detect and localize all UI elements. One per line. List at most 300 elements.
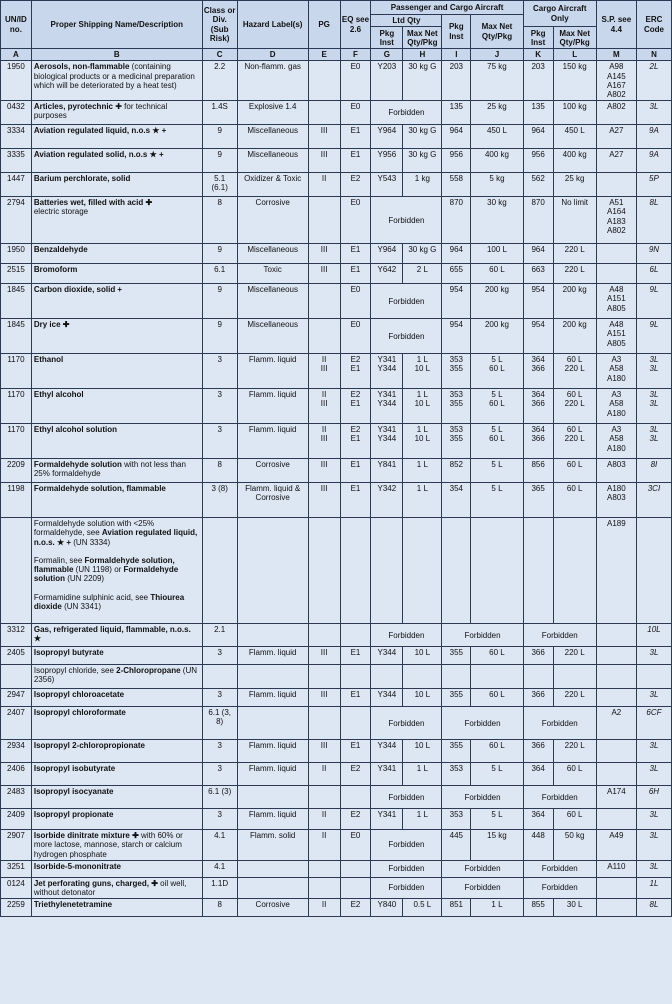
cell-shipping-name: [31, 786, 202, 809]
col-letter: N: [636, 49, 671, 61]
cell-special-provisions: A110: [596, 860, 636, 877]
table-row: [1, 763, 672, 786]
cell-hazard-label: Corrosive: [237, 459, 308, 483]
cell-forbidden-pax: Forbidden: [442, 786, 523, 809]
cell-pax-pkg-inst: 558: [442, 173, 471, 197]
shipping-name: Aviation regulated liquid, n.o.s ★ +: [33, 126, 167, 136]
cell-shipping-name: [31, 809, 202, 830]
shipping-name: Isopropyl 2-chloropropionate: [33, 741, 145, 751]
cell-pax-pkg-inst: 964: [442, 244, 471, 264]
cell-shipping-name: [31, 319, 202, 354]
cell-pax-max-qty: 60 L: [471, 647, 524, 665]
cell-special-provisions: A27: [596, 149, 636, 173]
cross-ref-target: Formaldehyde solution, flammable: [33, 555, 175, 575]
cell-special-provisions: [596, 624, 636, 647]
cell-eq: [340, 877, 371, 898]
cell-erc-code: 9L: [636, 284, 671, 319]
cell-ltd-max-qty: 1 kg: [403, 173, 442, 197]
table-row: [1, 786, 672, 809]
cell-class: 3 (8): [202, 483, 237, 518]
cell-hazard-label: Flamm. liquid: [237, 354, 308, 389]
cell-cross-reference: [31, 665, 202, 689]
shipping-name: Benzaldehyde: [33, 245, 88, 255]
cell-class: 6.1 (3, 8): [202, 707, 237, 740]
cell-forbidden-pax: Forbidden: [442, 877, 523, 898]
cell-un-id: 1950: [1, 61, 32, 101]
cell-special-provisions: A27: [596, 125, 636, 149]
cell-eq: E2: [340, 809, 371, 830]
cell-forbidden-cargo: Forbidden: [523, 707, 596, 740]
cell-ltd-pkg-inst: Y344: [371, 689, 403, 707]
cell-cao-max-qty: 200 kg: [553, 319, 596, 354]
cell-ltd-pkg-inst: Y964: [371, 244, 403, 264]
cell-pax-pkg-inst: 954: [442, 284, 471, 319]
cell-class: 9: [202, 244, 237, 264]
cell-ltd-pkg-inst: Y344: [371, 740, 403, 763]
cell-forbidden-cargo: Forbidden: [523, 786, 596, 809]
cell-cao-max-qty: 60 L: [553, 483, 596, 518]
table-row: [1, 647, 672, 665]
cell-special-provisions: A48 A151 A805: [596, 284, 636, 319]
cell-ltd-pkg-inst: Y203: [371, 61, 403, 101]
cell-un-id: 1845: [1, 284, 32, 319]
cell-pg: III: [308, 264, 340, 284]
cell-shipping-name: [31, 624, 202, 647]
cross-ref-text: Formaldehyde solution with <25% formaldehyde, see: [33, 519, 155, 538]
cell-cao-pkg-inst: 870: [523, 197, 553, 244]
cell-hazard-label: Flamm. liquid: [237, 647, 308, 665]
header-max-j: Max Net Qty/Pkg: [471, 15, 524, 49]
cell-special-provisions: [596, 689, 636, 707]
cell-hazard-label: Explosive 1.4: [237, 101, 308, 125]
cell-pax-pkg-inst: 956: [442, 149, 471, 173]
cell-shipping-name: [31, 61, 202, 101]
cell-cao-pkg-inst: 135: [523, 101, 553, 125]
header-max-h: Max Net Qty/Pkg: [403, 27, 442, 49]
cell-ltd-max-qty: 0.5 L: [403, 899, 442, 917]
cell-eq: [340, 786, 371, 809]
cell-empty: [523, 665, 553, 689]
cell-erc-code: 3L 3L: [636, 424, 671, 459]
cell-pax-pkg-inst: 354: [442, 483, 471, 518]
cell-ltd-pkg-inst: Y840: [371, 899, 403, 917]
cell-erc-code: 8L: [636, 899, 671, 917]
cell-un-id: 2947: [1, 689, 32, 707]
cell-forbidden-pax: Forbidden: [442, 624, 523, 647]
cell-pg: II: [308, 173, 340, 197]
cell-un-id: 1845: [1, 319, 32, 354]
cell-hazard-label: Flamm. liquid: [237, 424, 308, 459]
cell-pax-max-qty: 5 L: [471, 763, 524, 786]
header-eq: EQ see 2.6: [340, 1, 371, 49]
cell-hazard-label: Flamm. liquid: [237, 689, 308, 707]
cell-eq: [340, 624, 371, 647]
cell-special-provisions: A48 A151 A805: [596, 319, 636, 354]
shipping-name: Ethyl alcohol: [33, 390, 84, 400]
cell-empty: [523, 518, 553, 624]
cross-ref-text: (UN 3341): [61, 601, 101, 611]
shipping-name: Jet perforating guns, charged, ✚: [33, 878, 158, 888]
cell-erc-code: 3L: [636, 101, 671, 125]
cell-pax-pkg-inst: 353: [442, 809, 471, 830]
cell-un-id: 3335: [1, 149, 32, 173]
cell-empty: [308, 665, 340, 689]
shipping-name: Isopropyl isobutyrate: [33, 764, 116, 774]
cell-cao-pkg-inst: 663: [523, 264, 553, 284]
cell-erc-code: 3L: [636, 647, 671, 665]
header-pg: PG: [308, 1, 340, 49]
cell-un-id: 3251: [1, 860, 32, 877]
cell-pax-max-qty: 5 L 60 L: [471, 389, 524, 424]
cell-eq: E0: [340, 61, 371, 101]
cell-pg: [308, 101, 340, 125]
cell-class: 2.1: [202, 624, 237, 647]
cell-erc-code: 8I: [636, 459, 671, 483]
cell-forbidden-cargo: Forbidden: [523, 860, 596, 877]
header-cao: Cargo Aircraft Only: [523, 1, 596, 27]
cell-hazard-label: [237, 786, 308, 809]
cell-ltd-max-qty: 1 L 10 L: [403, 354, 442, 389]
cell-empty: [237, 518, 308, 624]
cell-pg: III: [308, 244, 340, 264]
cell-ltd-pkg-inst: Y543: [371, 173, 403, 197]
cell-eq: E2 E1: [340, 424, 371, 459]
shipping-name: Triethylenetetramine: [33, 900, 113, 910]
cell-ltd-max-qty: 10 L: [403, 689, 442, 707]
cell-empty: [403, 518, 442, 624]
cell-un-id: 2409: [1, 809, 32, 830]
cell-pax-max-qty: 5 L: [471, 483, 524, 518]
table-body: [1, 61, 672, 917]
cell-cao-max-qty: 220 L: [553, 647, 596, 665]
shipping-name: Formaldehyde solution, flammable: [33, 484, 166, 494]
cell-un-id: 1170: [1, 354, 32, 389]
shipping-name: Barium perchlorate, solid: [33, 174, 131, 184]
cell-erc-code: 3L: [636, 740, 671, 763]
cell-ltd-pkg-inst: Y341 Y344: [371, 354, 403, 389]
cell-cao-max-qty: 220 L: [553, 264, 596, 284]
cell-pax-pkg-inst: 203: [442, 61, 471, 101]
cell-shipping-name: [31, 424, 202, 459]
cell-shipping-name: [31, 899, 202, 917]
cell-pax-pkg-inst: 355: [442, 740, 471, 763]
cell-pax-max-qty: 60 L: [471, 740, 524, 763]
cell-shipping-name: [31, 830, 202, 861]
cell-forbidden-ltd: Forbidden: [371, 101, 442, 125]
cell-eq: E1: [340, 483, 371, 518]
cell-class: 3: [202, 354, 237, 389]
cell-shipping-name: [31, 877, 202, 898]
cell-cao-pkg-inst: 364: [523, 763, 553, 786]
cell-ltd-pkg-inst: Y341: [371, 763, 403, 786]
table-row: [1, 389, 672, 424]
cell-special-provisions: A803: [596, 459, 636, 483]
cell-un-id: 3334: [1, 125, 32, 149]
cell-class: 3: [202, 647, 237, 665]
table-row: [1, 264, 672, 284]
cell-cao-pkg-inst: 954: [523, 284, 553, 319]
cell-un-id: 2209: [1, 459, 32, 483]
cell-pax-max-qty: 5 L 60 L: [471, 424, 524, 459]
cell-class: 9: [202, 149, 237, 173]
cell-class: 3: [202, 809, 237, 830]
cell-shipping-name: [31, 740, 202, 763]
cell-shipping-name: [31, 244, 202, 264]
cell-shipping-name: [31, 459, 202, 483]
cell-pax-pkg-inst: 355: [442, 689, 471, 707]
cell-eq: E0: [340, 197, 371, 244]
cell-class: 1.1D: [202, 877, 237, 898]
cell-eq: E1: [340, 689, 371, 707]
cell-hazard-label: Flamm. liquid: [237, 389, 308, 424]
cell-un-id: 2934: [1, 740, 32, 763]
cell-erc-code: 3L: [636, 763, 671, 786]
cell-class: 9: [202, 319, 237, 354]
cell-un-id: 2907: [1, 830, 32, 861]
cross-ref-target: Thiourea dioxide: [33, 592, 185, 611]
cell-pax-max-qty: 5 L: [471, 809, 524, 830]
cell-ltd-max-qty: 30 kg G: [403, 61, 442, 101]
cell-forbidden-ltd: Forbidden: [371, 830, 442, 861]
cell-erc-code: 6CF: [636, 707, 671, 740]
table-row-note: [1, 518, 672, 624]
cell-ltd-max-qty: 10 L: [403, 740, 442, 763]
shipping-name: Articles, pyrotechnic: [33, 102, 113, 112]
cell-eq: E1: [340, 149, 371, 173]
cell-pg: II: [308, 899, 340, 917]
cell-erc-code: 3L: [636, 860, 671, 877]
cell-pg: [308, 877, 340, 898]
cell-erc-code: 6H: [636, 786, 671, 809]
cell-pax-pkg-inst: 852: [442, 459, 471, 483]
cell-pax-max-qty: 450 L: [471, 125, 524, 149]
cell-un-id: 1170: [1, 389, 32, 424]
header-sp: S.P. see 4.4: [596, 1, 636, 49]
shipping-name: Isopropyl propionate: [33, 810, 114, 820]
cell-class: 8: [202, 899, 237, 917]
cell-cao-pkg-inst: 364 366: [523, 424, 553, 459]
cell-ltd-pkg-inst: Y341 Y344: [371, 389, 403, 424]
cell-eq: E2: [340, 173, 371, 197]
cell-special-provisions: [596, 244, 636, 264]
cell-forbidden-cargo: Forbidden: [523, 877, 596, 898]
table-row: [1, 149, 672, 173]
cell-erc-code: 3L: [636, 689, 671, 707]
header-pca: Passenger and Cargo Aircraft: [371, 1, 523, 15]
shipping-name: Isorbide dinitrate mixture ✚: [33, 831, 139, 841]
cell-hazard-label: Flamm. liquid: [237, 763, 308, 786]
shipping-name: Gas, refrigerated liquid, flammable, n.o.s. ★: [33, 625, 191, 644]
cell-special-provisions: A3 A58 A180: [596, 389, 636, 424]
table-row-note: [1, 665, 672, 689]
cell-erc-code: 3L: [636, 830, 671, 861]
cell-forbidden-ltd: Forbidden: [371, 197, 442, 244]
header-pkg-inst-i: Pkg Inst: [442, 15, 471, 49]
cell-class: 1.4S: [202, 101, 237, 125]
cell-forbidden-pax: Forbidden: [442, 860, 523, 877]
cell-pg: [308, 707, 340, 740]
shipping-name: Isopropyl chloroacetate: [33, 690, 125, 700]
cell-un-id: [1, 518, 32, 624]
col-letter: I: [442, 49, 471, 61]
table-row: [1, 173, 672, 197]
cell-pg: [308, 624, 340, 647]
cell-erc-code: 9A: [636, 149, 671, 173]
cell-shipping-name: [31, 483, 202, 518]
cell-eq: E2 E1: [340, 354, 371, 389]
cell-cao-max-qty: 60 L 220 L: [553, 424, 596, 459]
cell-empty: [442, 518, 471, 624]
cell-cao-max-qty: 60 L: [553, 809, 596, 830]
cell-special-provisions: [596, 899, 636, 917]
cell-cao-max-qty: 25 kg: [553, 173, 596, 197]
cross-ref-text: (UN 3334): [71, 537, 111, 547]
table-row: [1, 707, 672, 740]
cell-forbidden-ltd: Forbidden: [371, 284, 442, 319]
cell-shipping-name: [31, 389, 202, 424]
cell-pg: II: [308, 809, 340, 830]
col-letter: B: [31, 49, 202, 61]
cell-cao-max-qty: 400 kg: [553, 149, 596, 173]
cell-eq: [340, 707, 371, 740]
cell-hazard-label: Flamm. liquid & Corrosive: [237, 483, 308, 518]
cell-un-id: 2794: [1, 197, 32, 244]
cell-shipping-name: [31, 264, 202, 284]
cell-pax-pkg-inst: 353 355: [442, 354, 471, 389]
table-row: [1, 899, 672, 917]
cell-empty: [553, 518, 596, 624]
cell-class: 2.2: [202, 61, 237, 101]
shipping-name: Ethanol: [33, 355, 64, 365]
cell-ltd-pkg-inst: Y841: [371, 459, 403, 483]
cell-pg: III: [308, 459, 340, 483]
table-row: [1, 244, 672, 264]
cell-hazard-label: Non-flamm. gas: [237, 61, 308, 101]
cell-special-provisions: [596, 264, 636, 284]
cell-empty: [442, 665, 471, 689]
cell-forbidden-ltd: Forbidden: [371, 786, 442, 809]
cell-class: 8: [202, 197, 237, 244]
cell-shipping-name: [31, 647, 202, 665]
cell-ltd-max-qty: 1 L 10 L: [403, 389, 442, 424]
cell-special-provisions: A3 A58 A180: [596, 424, 636, 459]
shipping-name: Isorbide-5-mononitrate: [33, 861, 121, 871]
cell-cao-max-qty: 30 L: [553, 899, 596, 917]
cell-empty: [403, 665, 442, 689]
shipping-name: Aerosols, non-flammable: [33, 62, 130, 72]
header-max-l: Max Net Qty/Pkg: [553, 27, 596, 49]
cell-class: 5.1 (6.1): [202, 173, 237, 197]
cell-un-id: 1198: [1, 483, 32, 518]
cell-cao-pkg-inst: 956: [523, 149, 553, 173]
cell-special-provisions: [596, 647, 636, 665]
cell-hazard-label: [237, 624, 308, 647]
cell-erc-code: 5P: [636, 173, 671, 197]
col-letter: E: [308, 49, 340, 61]
cell-pax-pkg-inst: 655: [442, 264, 471, 284]
cell-pax-max-qty: 5 L 60 L: [471, 354, 524, 389]
cell-eq: E1: [340, 264, 371, 284]
cell-un-id: 2515: [1, 264, 32, 284]
cell-class: 9: [202, 284, 237, 319]
cell-cao-pkg-inst: 364 366: [523, 354, 553, 389]
cell-pg: II III: [308, 389, 340, 424]
col-letter: J: [471, 49, 524, 61]
cell-pax-pkg-inst: 353 355: [442, 389, 471, 424]
shipping-name: Isopropyl chloroformate: [33, 708, 126, 718]
table-row: [1, 354, 672, 389]
col-letter: K: [523, 49, 553, 61]
cell-pax-max-qty: 30 kg: [471, 197, 524, 244]
cell-class: 3: [202, 389, 237, 424]
cell-cao-pkg-inst: 203: [523, 61, 553, 101]
cell-empty: [340, 665, 371, 689]
cell-empty: [202, 518, 237, 624]
cell-pg: III: [308, 689, 340, 707]
cell-cao-max-qty: 60 L 220 L: [553, 354, 596, 389]
cross-ref-target: 2-Chloropropane: [116, 666, 181, 676]
cell-shipping-name: [31, 197, 202, 244]
cell-ltd-pkg-inst: Y341 Y344: [371, 424, 403, 459]
cell-ltd-max-qty: 30 kg G: [403, 125, 442, 149]
table-row: [1, 740, 672, 763]
cell-hazard-label: Miscellaneous: [237, 149, 308, 173]
cross-ref-text: Formalin, see: [33, 555, 85, 565]
cell-eq: [340, 860, 371, 877]
cell-class: 3: [202, 763, 237, 786]
cell-pax-max-qty: 60 L: [471, 689, 524, 707]
cell-pax-max-qty: 75 kg: [471, 61, 524, 101]
cell-shipping-name: [31, 354, 202, 389]
cell-erc-code: 10L: [636, 624, 671, 647]
cell-pax-max-qty: 15 kg: [471, 830, 524, 861]
cell-eq: E1: [340, 244, 371, 264]
cell-hazard-label: Corrosive: [237, 197, 308, 244]
table-row: [1, 61, 672, 101]
cell-cao-max-qty: 150 kg: [553, 61, 596, 101]
cell-hazard-label: Miscellaneous: [237, 125, 308, 149]
cell-cao-pkg-inst: 855: [523, 899, 553, 917]
cell-eq: E1: [340, 125, 371, 149]
cell-pg: III: [308, 647, 340, 665]
shipping-description: with 60% or more lactose, mannose, starch or calcium hydrogen phosphate: [33, 831, 183, 859]
cell-pg: [308, 786, 340, 809]
col-letter: C: [202, 49, 237, 61]
cell-pax-max-qty: 60 L: [471, 264, 524, 284]
cell-shipping-name: [31, 149, 202, 173]
cell-ltd-max-qty: 1 L: [403, 483, 442, 518]
cell-empty: [471, 665, 524, 689]
cell-eq: E0: [340, 830, 371, 861]
cell-eq: E1: [340, 647, 371, 665]
header-pkg-inst-g: Pkg Inst: [371, 27, 403, 49]
cell-ltd-max-qty: 1 L: [403, 763, 442, 786]
cell-ltd-max-qty: 30 kg G: [403, 244, 442, 264]
cell-empty: [202, 665, 237, 689]
cell-pax-max-qty: 25 kg: [471, 101, 524, 125]
cell-special-provisions: A802: [596, 101, 636, 125]
cell-eq: E1: [340, 459, 371, 483]
shipping-description: electric storage: [33, 207, 89, 217]
cell-special-provisions: A49: [596, 830, 636, 861]
cell-erc-code: 9L: [636, 319, 671, 354]
cell-cao-max-qty: 60 L 220 L: [553, 389, 596, 424]
col-letter: D: [237, 49, 308, 61]
cell-class: 3: [202, 689, 237, 707]
cell-pg: III: [308, 149, 340, 173]
cell-un-id: [1, 665, 32, 689]
cell-un-id: 2407: [1, 707, 32, 740]
